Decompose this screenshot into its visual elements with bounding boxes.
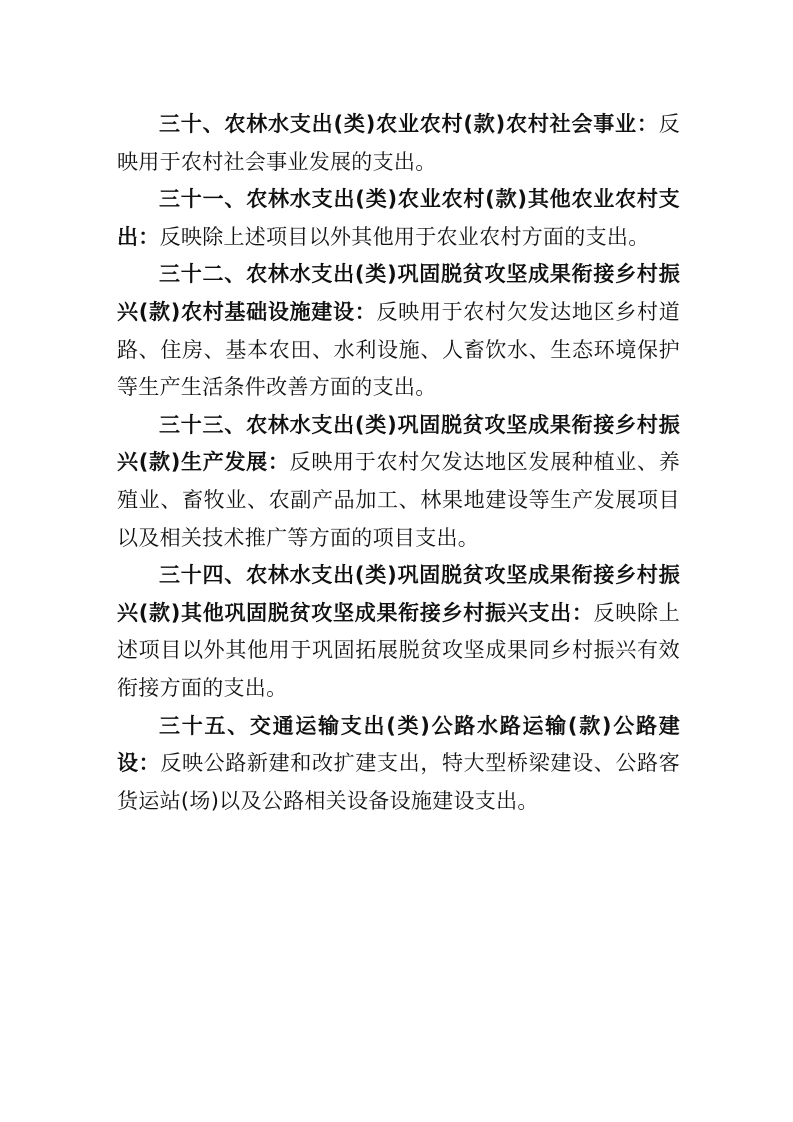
paragraph-heading: 三十三、农林水支出(类)巩固脱贫攻坚成果衔接乡村振兴(款)生产发展：	[117, 412, 680, 475]
paragraph-heading: 三十五、交通运输支出(类)公路水路运输(款)公路建设：	[117, 713, 680, 776]
paragraph-text: 反映除上述项目以外其他用于农业农村方面的支出。	[159, 224, 650, 249]
paragraph-text: 反映用于农村欠发达地区乡村道路、住房、基本农田、水利设施、人畜饮水、生态环境保护等生产生活条件改善方面的支出。	[117, 299, 680, 400]
paragraph-text: 反映公路新建和改扩建支出，特大型桥梁建设、公路客货运站(场)以及公路相关设备设施建设支出。	[117, 751, 680, 813]
paragraph-heading: 三十一、农林水支出(类)农业农村(款)其他农业农村支出：	[117, 187, 680, 249]
paragraph-text: 反映用于农村社会事业发展的支出。	[117, 112, 680, 174]
paragraph-text: 反映除上述项目以外其他用于巩固拓展脱贫攻坚成果同乡村振兴有效衔接方面的支出。	[117, 600, 680, 700]
paragraph-heading: 三十、农林水支出(类)农业农村(款)农村社会事业：	[159, 112, 659, 136]
paragraph-33	[117, 407, 680, 557]
paragraph-heading: 三十二、农林水支出(类)巩固脱贫攻坚成果衔接乡村振兴(款)农村基础设施建设：	[117, 262, 680, 324]
paragraph-30	[117, 106, 680, 181]
paragraph-text: 反映用于农村欠发达地区发展种植业、养殖业、畜牧业、农副产品加工、林果地建设等生产发展项目以及相关技术推广等方面的项目支出。	[117, 450, 680, 550]
paragraph-heading: 三十四、农林水支出(类)巩固脱贫攻坚成果衔接乡村振兴(款)其他巩固脱贫攻坚成果衔接乡村振兴支出：	[117, 563, 680, 625]
document-body	[117, 106, 680, 820]
paragraph-32	[117, 256, 680, 406]
paragraph-34	[117, 557, 680, 707]
paragraph-31	[117, 181, 680, 256]
paragraph-35	[117, 708, 680, 821]
